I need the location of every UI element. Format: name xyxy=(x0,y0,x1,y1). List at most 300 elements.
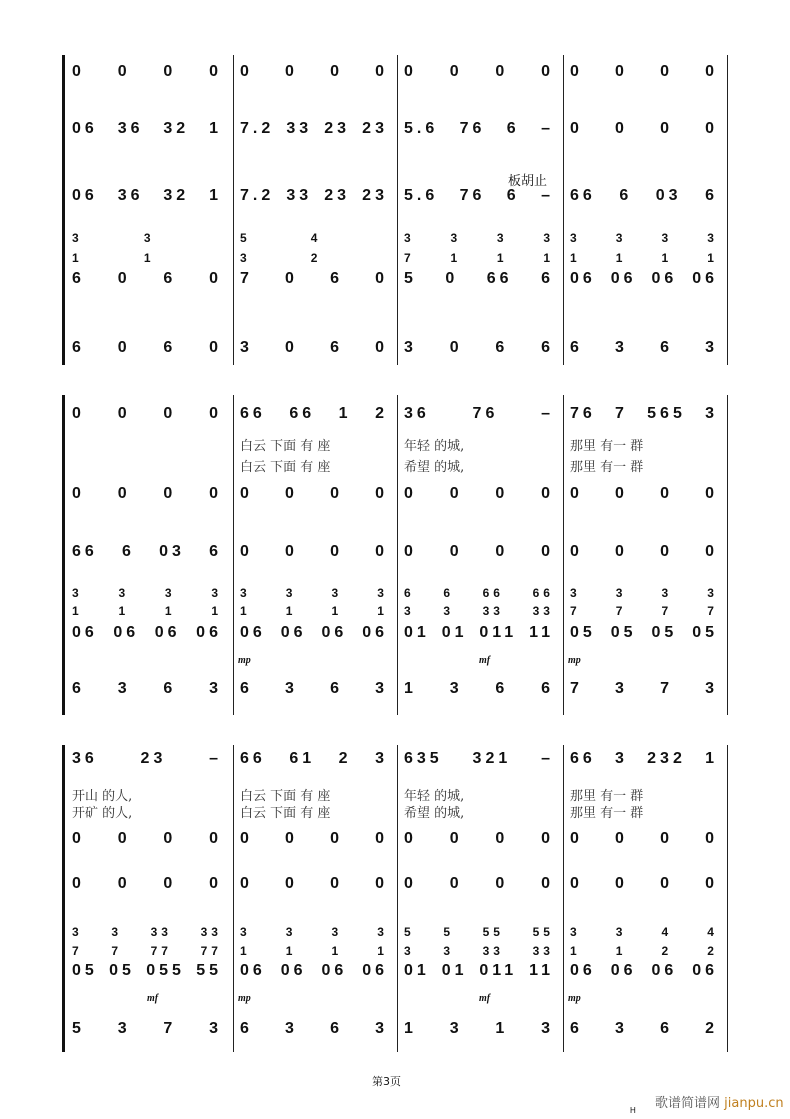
note-group: 3 xyxy=(661,231,673,245)
note-group: 1 xyxy=(331,944,343,958)
note-group: 0 xyxy=(660,120,673,137)
measure xyxy=(72,962,222,980)
note-group: 232 xyxy=(647,750,686,767)
note-group: 1 xyxy=(72,604,83,618)
note-group: 0 xyxy=(117,875,131,892)
measure xyxy=(570,944,718,958)
note-group: 0 xyxy=(541,875,554,892)
note-group: 0 xyxy=(72,485,85,502)
note-group: 1 xyxy=(211,604,222,618)
measure xyxy=(240,962,388,980)
note-group: 7 xyxy=(707,604,718,618)
note-group: 3 xyxy=(375,750,388,767)
measure xyxy=(240,251,321,265)
measure xyxy=(570,543,718,561)
note-group: 3 xyxy=(375,1020,388,1037)
note-group: 6 xyxy=(495,339,509,356)
lyric-line: 开矿 的人, xyxy=(72,806,133,821)
note-group: 3 xyxy=(404,231,415,245)
note-group: 7 xyxy=(163,1020,177,1037)
measure xyxy=(72,63,222,81)
note-group: 33 xyxy=(200,925,222,939)
note-group: 4 xyxy=(310,231,322,245)
measure xyxy=(404,543,554,561)
note-group: 0 xyxy=(541,830,554,847)
measure xyxy=(72,543,222,561)
note-group: 5 xyxy=(72,1020,85,1037)
note-group: 3 xyxy=(449,1020,463,1037)
note-group: 011 xyxy=(479,624,518,641)
note-group: 6 xyxy=(404,586,415,600)
note-group: 76 xyxy=(570,405,596,422)
dynamic-marking: mp xyxy=(238,655,251,666)
note-group: 0 xyxy=(660,543,673,560)
note-group: 0 xyxy=(705,485,718,502)
note-group: – xyxy=(541,187,554,204)
note-group: 06 xyxy=(240,624,266,641)
note-group: 6 xyxy=(541,680,554,697)
note-group: 1 xyxy=(240,944,251,958)
lyric-line: 开山 的人, xyxy=(72,789,133,804)
note-group: 33 xyxy=(532,944,554,958)
note-group: 0 xyxy=(615,543,628,560)
note-group: 0 xyxy=(240,875,253,892)
measure xyxy=(240,63,388,81)
note-group: 0 xyxy=(330,875,343,892)
note-group: 3 xyxy=(211,586,222,600)
note-group: 5.6 xyxy=(404,120,439,137)
note-group: 0 xyxy=(570,543,583,560)
note-group: 23 xyxy=(140,750,167,767)
note-group: 2 xyxy=(338,750,352,767)
note-group: 0 xyxy=(404,485,417,502)
note-group: 0 xyxy=(375,339,388,356)
note-group: 66 xyxy=(570,187,596,204)
note-group: 33 xyxy=(286,120,313,137)
note-group: 3 xyxy=(661,586,673,600)
note-group: 3 xyxy=(570,925,581,939)
note-group: 7 xyxy=(111,944,122,958)
note-group: 6 xyxy=(72,680,85,697)
note-group: 0 xyxy=(404,830,417,847)
note-group: 3 xyxy=(72,925,83,939)
note-group: 0 xyxy=(449,485,463,502)
note-group: 0 xyxy=(285,485,298,502)
note-group: 055 xyxy=(146,962,185,979)
note-group: 3 xyxy=(404,604,415,618)
note-group: 0 xyxy=(495,543,509,560)
note-group: 3 xyxy=(404,944,415,958)
note-group: 2 xyxy=(707,944,718,958)
watermark-en: jianpu.cn xyxy=(724,1096,784,1111)
note-group: 03 xyxy=(655,187,682,204)
note-group: 1 xyxy=(209,120,222,137)
note-group: 0 xyxy=(615,830,628,847)
corner-mark: H xyxy=(630,1106,636,1115)
note-group: 06 xyxy=(280,624,307,641)
note-group: 77 xyxy=(200,944,222,958)
note-group: 3 xyxy=(72,231,83,245)
barline xyxy=(397,55,398,365)
measure xyxy=(240,604,388,618)
note-group: 6 xyxy=(495,680,509,697)
note-group: 55 xyxy=(196,962,222,979)
note-group: 0 xyxy=(375,543,388,560)
note-group: 06 xyxy=(240,962,266,979)
measure xyxy=(72,251,155,265)
note-group: 01 xyxy=(441,624,468,641)
measure xyxy=(72,1020,222,1038)
note-group: 06 xyxy=(651,962,678,979)
note-group: 0 xyxy=(660,875,673,892)
note-group: 4 xyxy=(661,925,673,939)
note-group: 3 xyxy=(164,586,176,600)
note-group: 5 xyxy=(404,925,415,939)
dynamic-marking: mp xyxy=(568,993,581,1004)
measure xyxy=(72,231,155,245)
note-group: 0 xyxy=(117,405,131,422)
note-group: 0 xyxy=(705,543,718,560)
note-group: 0 xyxy=(404,875,417,892)
note-group: – xyxy=(541,405,554,422)
note-group: 6 xyxy=(660,1020,673,1037)
note-group: 6 xyxy=(121,543,135,560)
note-group: 0 xyxy=(570,485,583,502)
note-group: 3 xyxy=(285,586,297,600)
note-group: 7 xyxy=(570,604,581,618)
note-group: 1 xyxy=(338,405,352,422)
note-group: 11 xyxy=(529,962,554,979)
note-group: 0 xyxy=(209,270,222,287)
note-group: 1 xyxy=(209,187,222,204)
note-group: 03 xyxy=(159,543,185,560)
note-group: 3 xyxy=(111,925,122,939)
lyric-line: 年轻 的城, xyxy=(404,439,465,454)
note-group: 3 xyxy=(705,339,718,356)
note-group: 3 xyxy=(570,231,581,245)
note-group: 23 xyxy=(362,187,388,204)
note-group: 5 xyxy=(240,231,251,245)
note-group: 06 xyxy=(692,962,718,979)
note-group: 3 xyxy=(240,586,251,600)
measure xyxy=(72,604,222,618)
note-group: 7.2 xyxy=(240,120,275,137)
measure xyxy=(404,120,554,138)
note-group: 3 xyxy=(615,925,627,939)
note-group: 1 xyxy=(164,604,176,618)
note-group: 1 xyxy=(661,251,673,265)
note-group: 23 xyxy=(324,187,351,204)
note-group: 7 xyxy=(615,405,628,422)
note-group: 66 xyxy=(532,586,554,600)
note-group: 3 xyxy=(240,251,251,265)
measure xyxy=(570,339,718,357)
measure xyxy=(72,830,222,848)
measure xyxy=(404,586,554,600)
lyric-line: 那里 有一 群 xyxy=(570,789,644,804)
measure xyxy=(404,962,554,980)
note-group: 06 xyxy=(280,962,307,979)
measure xyxy=(570,750,718,768)
note-group: 3 xyxy=(377,586,388,600)
note-group: 0 xyxy=(449,63,463,80)
lyric-line: 白云 下面 有 座 xyxy=(240,789,331,804)
note-group: 36 xyxy=(404,405,430,422)
note-group: 0 xyxy=(209,485,222,502)
measure xyxy=(72,750,222,768)
measure xyxy=(240,1020,388,1038)
note-group: 0 xyxy=(375,270,388,287)
measure xyxy=(72,624,222,642)
note-group: 3 xyxy=(541,1020,554,1037)
note-group: 1 xyxy=(543,251,554,265)
measure xyxy=(404,251,554,265)
note-group: 0 xyxy=(330,543,343,560)
measure xyxy=(240,120,388,138)
note-group: 6 xyxy=(72,270,85,287)
note-group: 0 xyxy=(495,63,509,80)
note-group: 76 xyxy=(459,120,486,137)
note-group: 0 xyxy=(209,339,222,356)
note-group: 0 xyxy=(660,830,673,847)
note-group: 05 xyxy=(570,624,596,641)
note-group: 3 xyxy=(285,1020,298,1037)
note-group: 0 xyxy=(705,830,718,847)
note-group: 1 xyxy=(143,251,155,265)
note-group: 76 xyxy=(472,405,499,422)
note-group: 36 xyxy=(72,750,98,767)
note-group: 321 xyxy=(472,750,512,767)
barline xyxy=(233,745,234,1052)
note-group: 6 xyxy=(163,270,177,287)
measure xyxy=(570,586,718,600)
note-group: 0 xyxy=(705,120,718,137)
note-group: 06 xyxy=(362,962,388,979)
note-group: 635 xyxy=(404,750,443,767)
note-group: 23 xyxy=(324,120,351,137)
barline xyxy=(727,55,728,365)
measure xyxy=(404,1020,554,1038)
measure xyxy=(240,944,388,958)
note-group: 0 xyxy=(117,270,131,287)
system-bracket xyxy=(62,395,65,715)
note-group: 0 xyxy=(330,830,343,847)
note-group: 0 xyxy=(117,830,131,847)
measure xyxy=(240,270,388,288)
note-group: 6 xyxy=(163,680,177,697)
note-group: 3 xyxy=(209,680,222,697)
note-group: 06 xyxy=(610,962,637,979)
measure xyxy=(570,405,718,423)
note-group: 05 xyxy=(651,624,678,641)
note-group: 3 xyxy=(543,231,554,245)
note-group: 0 xyxy=(330,63,343,80)
note-group: 2 xyxy=(375,405,388,422)
measure xyxy=(72,485,222,503)
measure xyxy=(72,405,222,423)
measure xyxy=(240,339,388,357)
measure xyxy=(404,231,554,245)
note-group: 0 xyxy=(72,405,85,422)
note-group: 06 xyxy=(113,624,140,641)
measure xyxy=(240,485,388,503)
measure xyxy=(404,339,554,357)
measure xyxy=(404,750,554,768)
measure xyxy=(404,187,554,205)
measure xyxy=(240,405,388,423)
note-group: 01 xyxy=(404,624,430,641)
note-group: 06 xyxy=(610,270,637,287)
note-group: 1 xyxy=(72,251,83,265)
measure xyxy=(72,875,222,893)
note-group: 7 xyxy=(661,604,673,618)
note-group: 1 xyxy=(615,944,627,958)
lyric-line: 那里 有一 群 xyxy=(570,460,644,475)
note-group: 0 xyxy=(541,63,554,80)
barline xyxy=(563,395,564,715)
lyric-line: 年轻 的城, xyxy=(404,789,465,804)
note-group: 0 xyxy=(404,543,417,560)
note-group: 36 xyxy=(117,120,144,137)
note-group: 0 xyxy=(163,63,177,80)
note-group: 1 xyxy=(570,251,581,265)
note-group: 0 xyxy=(375,830,388,847)
note-group: 3 xyxy=(404,339,417,356)
note-group: 0 xyxy=(240,543,253,560)
note-group: 7 xyxy=(615,604,627,618)
note-group: 3 xyxy=(449,680,463,697)
note-group: 0 xyxy=(72,830,85,847)
note-group: 0 xyxy=(449,830,463,847)
note-group: 0 xyxy=(570,120,583,137)
note-group: 6 xyxy=(619,187,633,204)
note-group: 77 xyxy=(150,944,172,958)
note-group: 6 xyxy=(240,680,253,697)
measure xyxy=(72,944,222,958)
note-group: 3 xyxy=(331,586,343,600)
note-group: 3 xyxy=(117,680,131,697)
measure xyxy=(240,750,388,768)
note-group: 6 xyxy=(330,680,343,697)
note-group: 36 xyxy=(117,187,144,204)
note-group: 3 xyxy=(615,680,628,697)
note-group: – xyxy=(209,750,222,767)
note-group: 33 xyxy=(482,944,504,958)
measure xyxy=(570,270,718,288)
note-group: 66 xyxy=(482,586,504,600)
measure xyxy=(570,624,718,642)
note-group: 0 xyxy=(615,875,628,892)
note-group: 6 xyxy=(240,1020,253,1037)
measure xyxy=(404,830,554,848)
measure xyxy=(570,485,718,503)
barline xyxy=(233,55,234,365)
note-group: 33 xyxy=(482,604,504,618)
measure xyxy=(570,680,718,698)
measure xyxy=(570,63,718,81)
measure xyxy=(404,680,554,698)
lyric-line: 希望 的城, xyxy=(404,806,465,821)
note-group: 3 xyxy=(615,586,627,600)
measure xyxy=(570,875,718,893)
note-group: 0 xyxy=(449,875,463,892)
note-group: 0 xyxy=(445,270,459,287)
note-group: 1 xyxy=(404,1020,417,1037)
watermark-cn: 歌谱简谱网 xyxy=(655,1096,721,1111)
note-group: 0 xyxy=(209,830,222,847)
note-group: 1 xyxy=(495,1020,509,1037)
note-group: 0 xyxy=(209,63,222,80)
note-group: 0 xyxy=(615,485,628,502)
note-group: 4 xyxy=(707,925,718,939)
note-group: 1 xyxy=(240,604,251,618)
note-group: 06 xyxy=(651,270,678,287)
barline xyxy=(727,745,728,1052)
page-number: 第3页 xyxy=(372,1075,401,1088)
note-group: 3 xyxy=(72,586,83,600)
measure xyxy=(570,187,718,205)
note-group: 05 xyxy=(692,624,718,641)
note-group: 565 xyxy=(647,405,686,422)
note-group: 66 xyxy=(486,270,513,287)
note-group: 0 xyxy=(615,63,628,80)
measure xyxy=(72,925,222,939)
note-group: 0 xyxy=(449,339,463,356)
note-group: 0 xyxy=(163,830,177,847)
note-group: 06 xyxy=(570,270,596,287)
note-group: 32 xyxy=(163,187,190,204)
note-group: 3 xyxy=(615,1020,628,1037)
note-group: 2 xyxy=(705,1020,718,1037)
note-group: 1 xyxy=(496,251,508,265)
note-group: 1 xyxy=(404,680,417,697)
note-group: 06 xyxy=(72,624,98,641)
note-group: 3 xyxy=(118,586,130,600)
note-group: 0 xyxy=(72,875,85,892)
measure xyxy=(404,925,554,939)
note-group: 1 xyxy=(705,750,718,767)
note-group: 33 xyxy=(150,925,172,939)
note-group: 0 xyxy=(209,405,222,422)
note-group: 2 xyxy=(661,944,673,958)
note-group: 66 xyxy=(72,543,98,560)
measure xyxy=(570,925,718,939)
note-group: 61 xyxy=(289,750,316,767)
note-group: 3 xyxy=(615,750,628,767)
lyric-line: 白云 下面 有 座 xyxy=(240,806,331,821)
note-group: 1 xyxy=(285,944,297,958)
note-group: 0 xyxy=(404,63,417,80)
dynamic-marking: mf xyxy=(147,993,159,1004)
measure xyxy=(72,270,222,288)
note-group: 0 xyxy=(240,63,253,80)
measure xyxy=(240,543,388,561)
note-group: 0 xyxy=(117,63,131,80)
note-group: 0 xyxy=(285,63,298,80)
note-group: 6 xyxy=(705,187,718,204)
measure xyxy=(404,270,554,288)
note-group: 6 xyxy=(570,1020,583,1037)
note-group: 3 xyxy=(285,680,298,697)
measure xyxy=(404,485,554,503)
note-group: 0 xyxy=(209,875,222,892)
note-group: 01 xyxy=(404,962,430,979)
note-group: 33 xyxy=(286,187,313,204)
note-group: 0 xyxy=(541,543,554,560)
note-group: 0 xyxy=(615,120,628,137)
note-group: 6 xyxy=(506,187,520,204)
note-group: 0 xyxy=(240,485,253,502)
